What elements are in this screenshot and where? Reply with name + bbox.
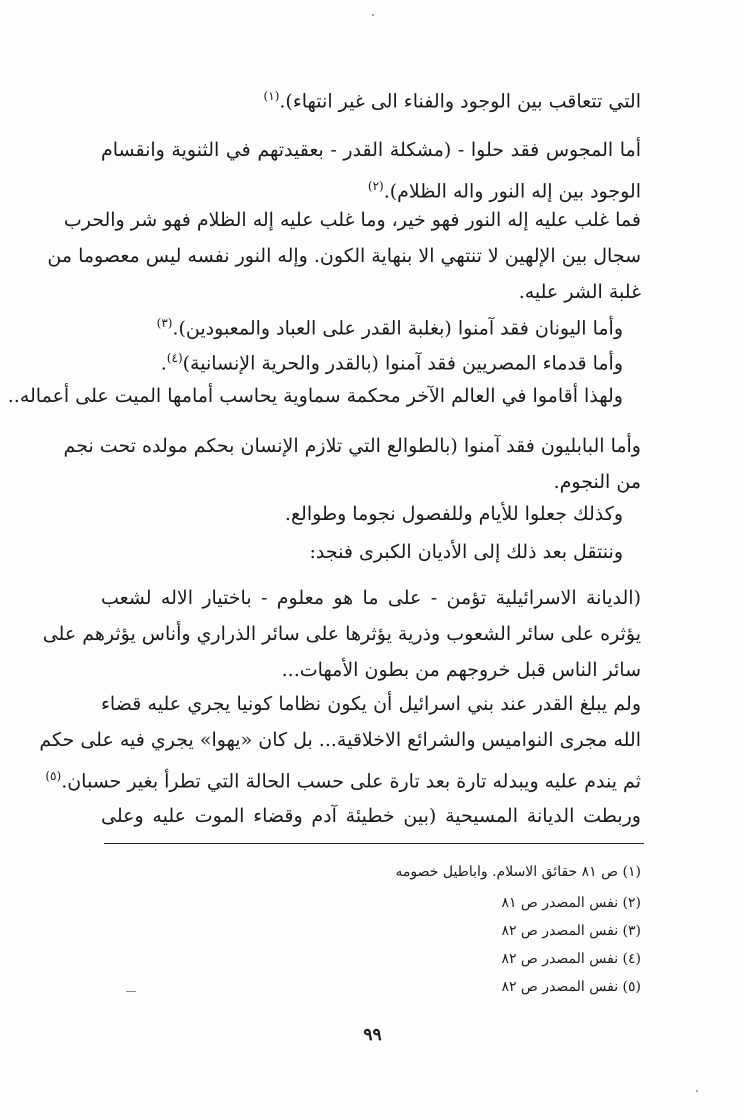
text-line: ثم يندم عليه ويبدله تارة بعد تارة على حسب الحالة التي تطرأ بغير حسبان. [61,770,641,793]
text-line: يؤثره على سائر الشعوب وذرية يؤثرها على سائر الذراري وأناس يؤثرهم على [42,623,641,645]
text-line: من النجوم. [553,471,641,493]
footnote-ref: (٤) [166,351,183,365]
paragraph-8 [101,496,641,532]
text-line: غلبة الشر عليه. [518,281,641,303]
text-line: وأما اليونان فقد آمنوا (بغلبة القدر على العباد والمعبودين). [172,317,623,340]
footnote-ref: (٣) [156,316,173,330]
footnote-ref: (٥) [45,769,62,783]
footnote-divider [104,843,644,844]
text-line: الله مجرى النواميس والشرائع الاخلاقية... بل كان «يهوا» يجري فيه على حكم [39,729,641,751]
paragraph-1 [101,78,641,114]
paragraph-10 [42,580,641,688]
footnote-ref: (٢) [367,179,384,193]
footnote-ref: (١) [263,89,280,103]
paragraph-5 [101,340,641,376]
paragraph-2 [101,132,641,204]
text-line: . [160,352,167,375]
text-line: ولم يبلغ القدر عند بني اسرائيل أن يكون نظاما كونيا يجري عليه قضاء [101,693,641,715]
text-line: وننتقل بعد ذلك إلى الأديان الكبرى فنجد: [309,541,623,563]
paragraph-12 [101,798,641,834]
page-number: ٩٩ [363,1025,382,1045]
text-line: وربطت الديانة المسيحية (بين خطيئة آدم وقضاء الموت عليه وعلى [101,805,641,827]
text-line: ولهذا أقاموا في العالم الآخر محكمة سماوية يحاسب أمامها الميت على أعماله.. [7,385,623,407]
text-line: أما المجوس فقد حلوا - (مشكلة القدر - بعقيدتهم في الثنوية وانقسام [101,139,641,161]
footnote-3: (٣) نفس المصدر ص ٨٢ [501,923,641,939]
text-line: سائر الناس قبل خروجهم من بطون الأمهات... [281,659,641,681]
paragraph-6 [7,378,641,414]
text-line: سجال بين الإلهين لا تنتهي الا بنهاية الكون. وإله النور نفسه ليس معصوما من [47,245,641,267]
text-line: وأما قدماء المصريين فقد آمنوا (بالقدر والحرية الإنسانية) [182,352,623,375]
footnote-1: (١) ص ٨١ حقائق الاسلام. واباطيل خصومه [395,864,641,880]
footnote-4: (٤) نفس المصدر ص ٨٢ [501,951,641,967]
scan-speck [696,1090,698,1092]
text-line: فما غلب عليه إله النور فهو خير، وما غلب عليه إله الظلام فهو شر والحرب [63,209,641,231]
scan-speck [372,14,374,16]
paragraph-4 [101,305,641,341]
text-line: (الديانة الاسرائيلية تؤمن - على ما هو معلوم - باختيار الاله لشعب [101,587,641,609]
paragraph-9 [101,534,641,570]
paragraph-3 [47,202,641,310]
scan-speck [126,991,136,992]
text-line: الوجود بين إله النور واله الظلام). [383,180,641,203]
paragraph-7 [63,428,641,500]
text-line: وأما البابليون فقد آمنوا (بالطوالع التي تلازم الإنسان بحكم مولده تحت نجم [63,435,641,457]
footnote-2: (٢) نفس المصدر ص ٨١ [501,895,641,911]
paragraph-11 [39,686,641,794]
text-line: التي تتعاقب بين الوجود والفناء الى غير انتهاء). [279,90,641,113]
text-line: وكذلك جعلوا للأيام وللفصول نجوما وطوالع. [284,503,623,525]
footnote-5: (٥) نفس المصدر ص ٨٢ [501,979,641,995]
